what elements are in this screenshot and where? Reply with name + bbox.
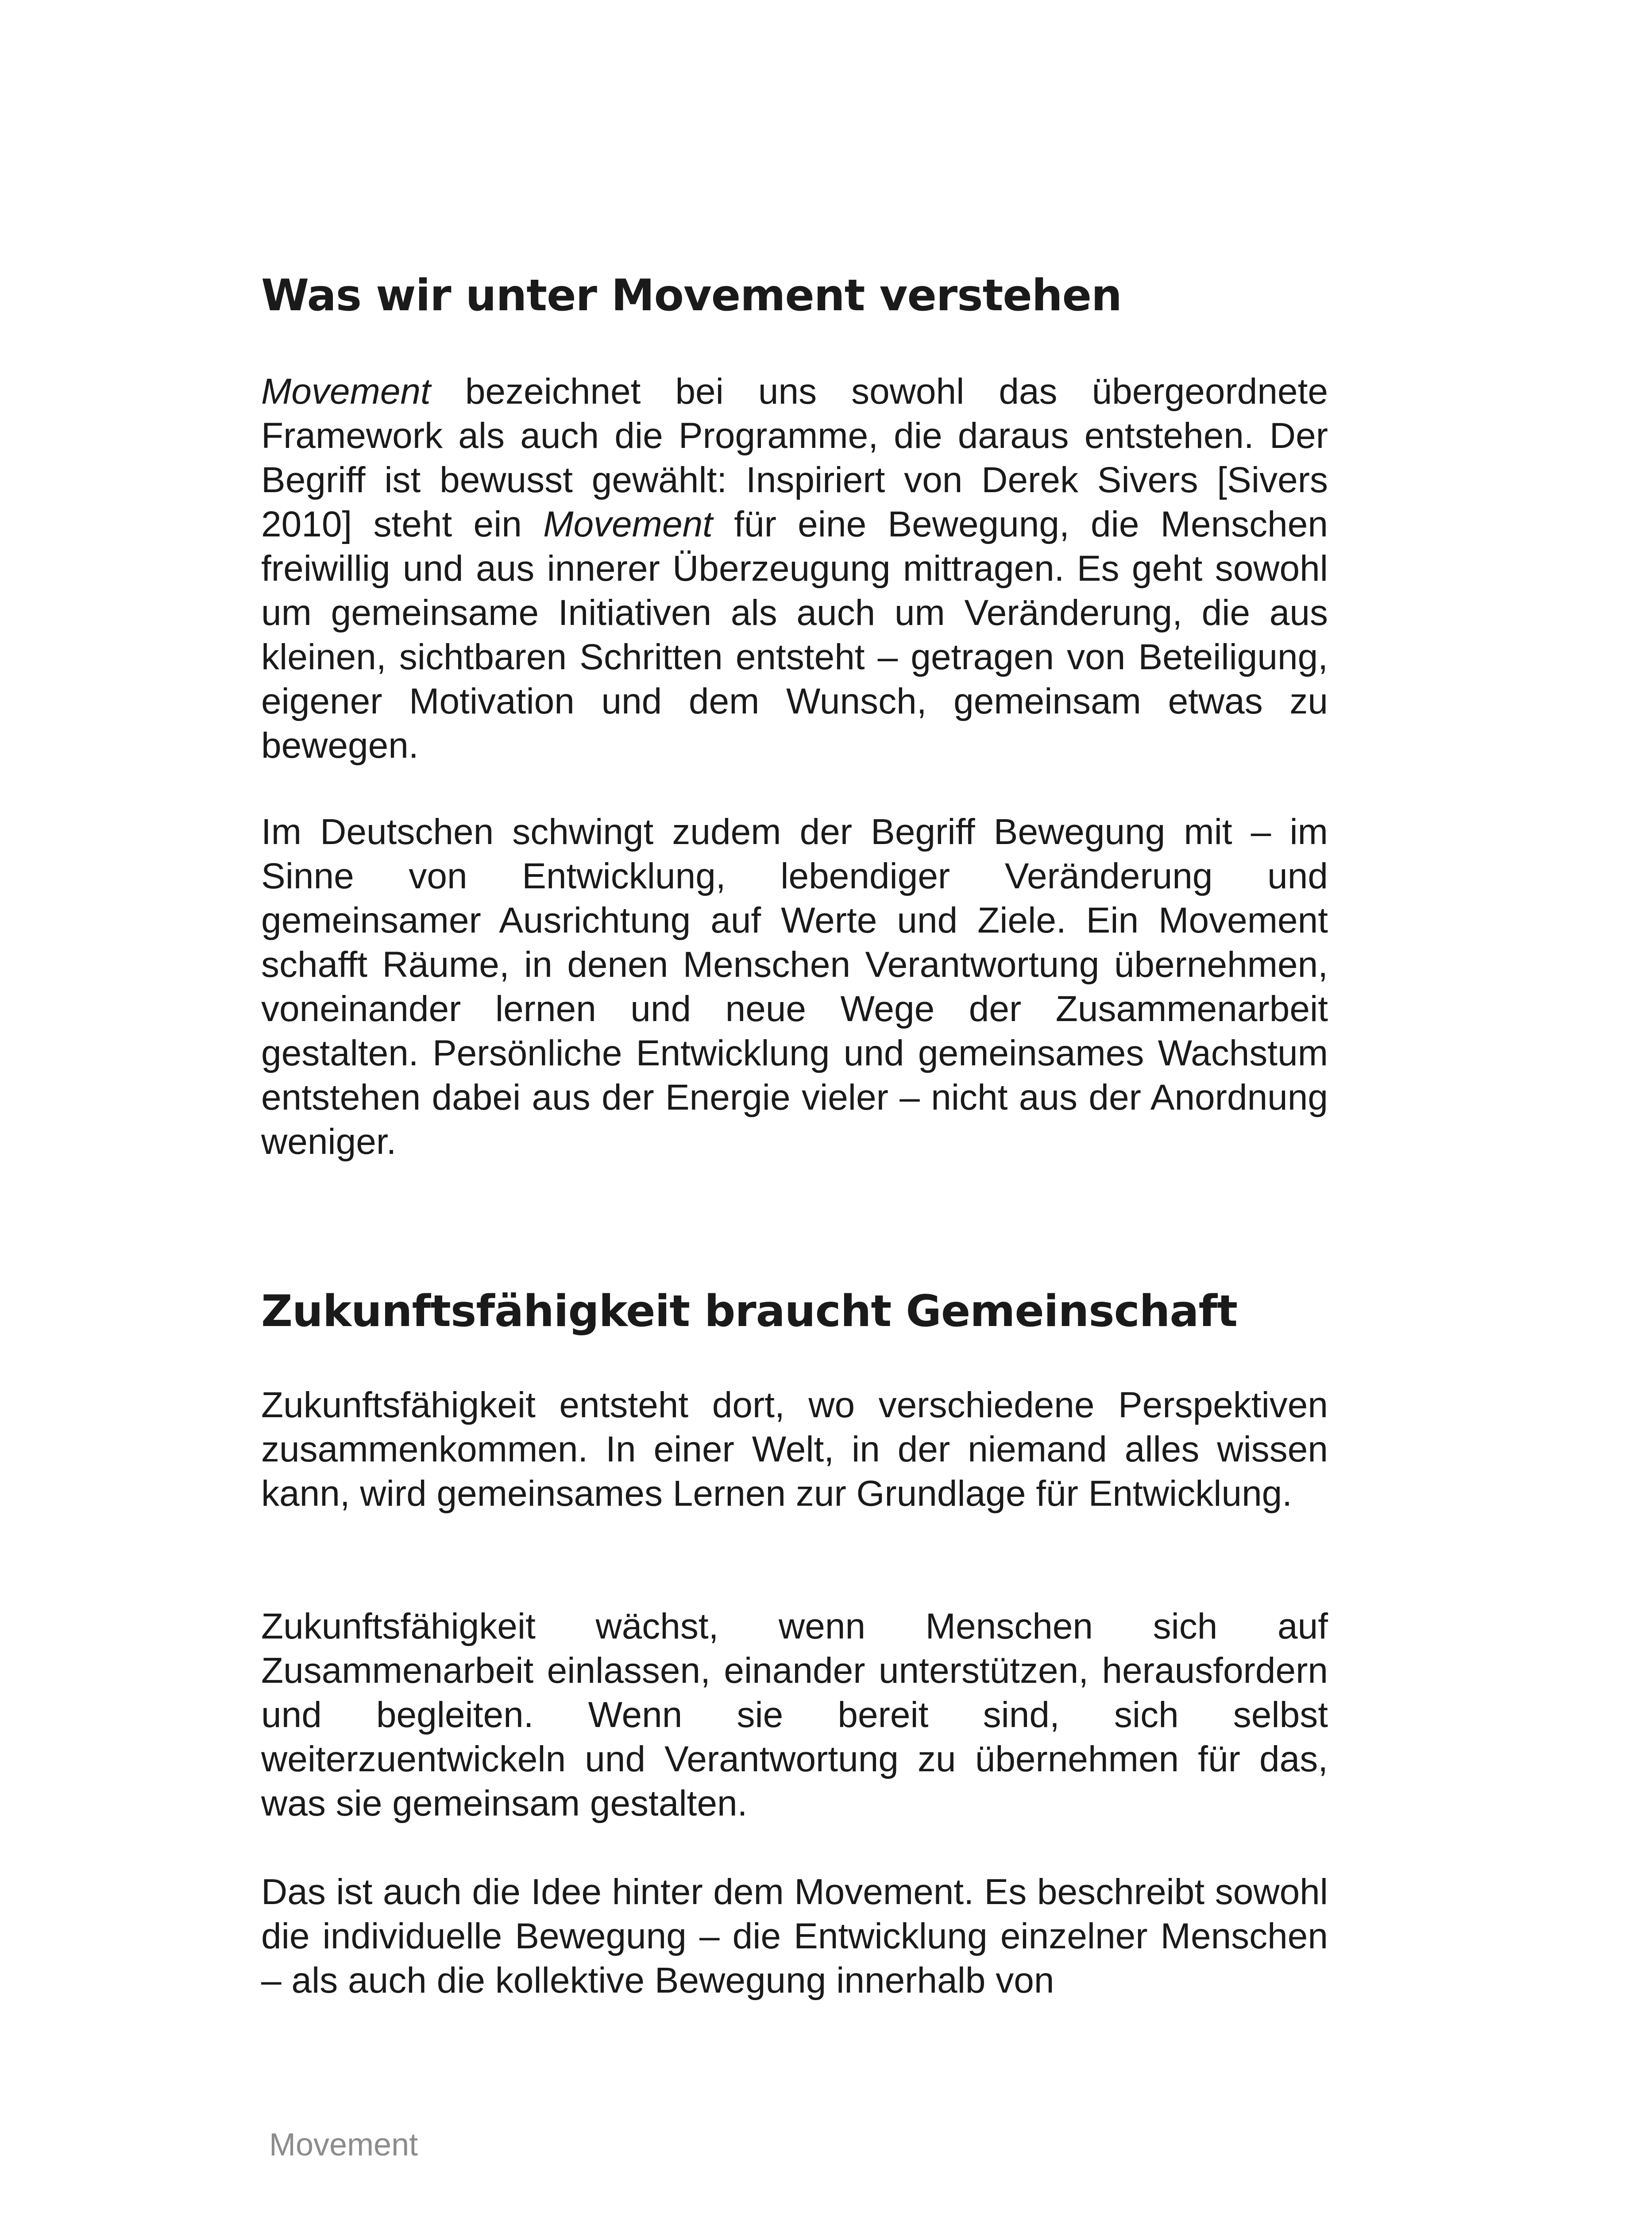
paragraph-movement-definition: [261, 370, 1328, 768]
emphasis-movement: Movement: [543, 504, 713, 544]
paragraph-idee-movement: Das ist auch die Idee hinter dem Movement. Es beschreibt sowohl die individuelle Bewegung – die Entwicklung einzelner Menschen – als auch die kollektive Bewegung innerhalb von: [261, 1872, 1328, 2001]
section-heading-movement: Was wir unter Movement verstehen: [261, 270, 1122, 321]
paragraph-text: für eine Bewegung, die Menschen freiwillig und aus innerer Überzeugung mittragen. Es geht sowohl um gemeinsame Initiativen als auch um Veränderung, die aus kleinen, sichtbaren Schritten entsteht – getragen von Beteiligung, eigener Motivation und dem Wunsch, gemeinsam etwas zu bewegen.: [261, 504, 1328, 766]
paragraph-perspektiven: Zukunftsfähigkeit entsteht dort, wo verschiedene Perspektiven zusammenkommen. In einer Welt, in der niemand alles wissen kann, wird gemeinsames Lernen zur Grundlage für Entwicklung.: [261, 1385, 1328, 1514]
running-footer: Movement: [269, 2127, 418, 2163]
section-heading-zukunftsfaehigkeit: Zukunftsfähigkeit braucht Gemeinschaft: [261, 1286, 1238, 1337]
paragraph-text: bezeichnet bei uns sowohl das übergeordnete Framework als auch die Programme, die daraus entstehen. Der Begriff ist bewusst gewählt: Inspiriert von Derek Sivers [Sivers 2010] steht ein: [261, 371, 1328, 544]
emphasis-movement: Movement: [261, 371, 431, 412]
paragraph-zusammenarbeit: Zukunftsfähigkeit wächst, wenn Menschen sich auf Zusammenarbeit einlassen, einander unterstützen, herausfordern und begleiten. Wenn sie bereit sind, sich selbst weiterzuentwickeln und Verantwortung zu übernehmen für das, was sie gemeinsam gestalten.: [261, 1606, 1328, 1824]
paragraph-bewegung: Im Deutschen schwingt zudem der Begriff Bewegung mit – im Sinne von Entwicklung, lebendiger Veränderung und gemeinsamer Ausrichtung auf Werte und Ziele. Ein Movement schafft Räume, in denen Menschen Verantwortung übernehmen, voneinander lernen und neue Wege der Zusammenarbeit gestalten. Persönliche Entwicklung und gemeinsames Wachstum entstehen dabei aus der Energie vieler – nicht aus der Anordnung weniger.: [261, 812, 1328, 1162]
